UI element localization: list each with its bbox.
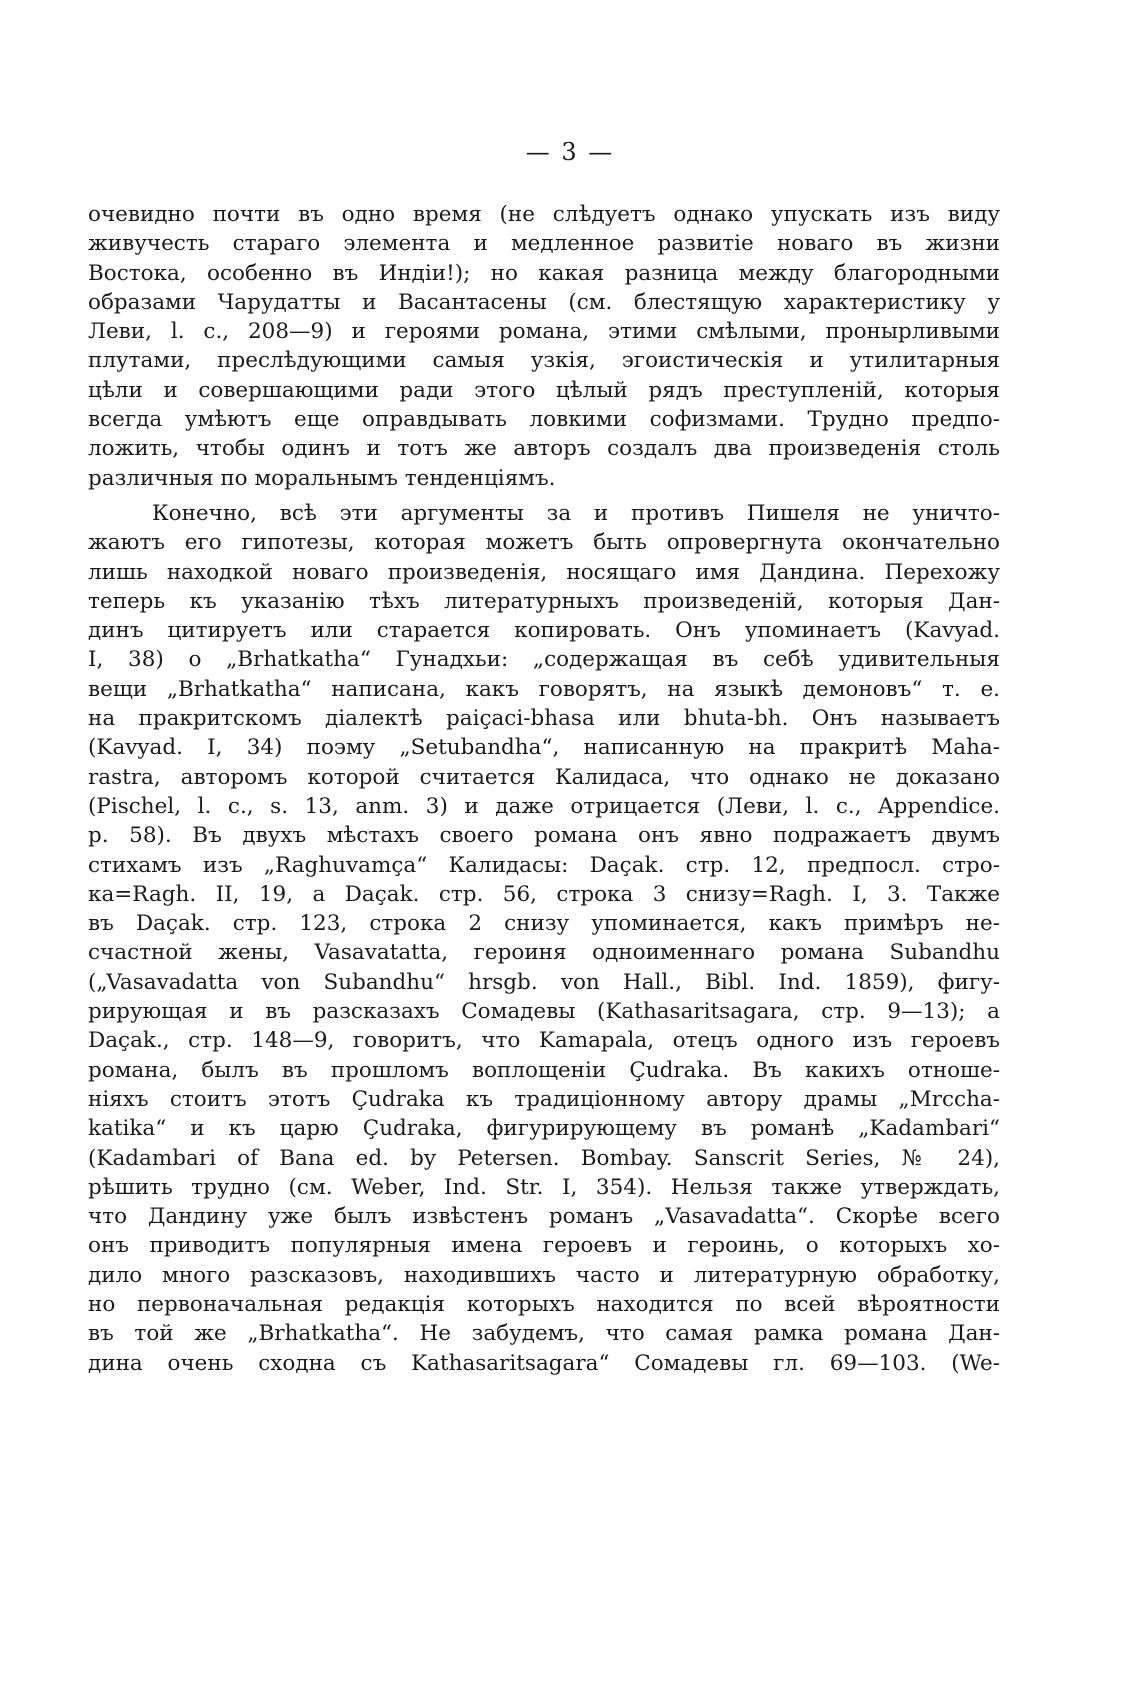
- text-line: I, 38) о „Brhatkatha“ Гунадхьи: „содержащая въ себѣ удивительныя: [88, 647, 1000, 673]
- page-number: — 3 —: [525, 138, 615, 166]
- text-line: что Дандину уже былъ извѣстенъ романъ „Vasavadatta“. Скорѣе всего: [88, 1204, 1000, 1230]
- text-line: цѣли и совершающими ради этого цѣлый рядъ преступленій, которыя: [88, 377, 1000, 403]
- text-line: теперь къ указанію тѣхъ литературныхъ произведеній, которыя Дан-: [88, 588, 1000, 614]
- text-line: (Pischel, l. c., s. 13, anm. 3) и даже отрицается (Леви, l. c., Appendice.: [88, 793, 1000, 819]
- text-line: романа, былъ въ прошломъ воплощеніи Çudraka. Въ какихъ отноше-: [88, 1057, 1000, 1083]
- text-line: лишь находкой новаго произведенія, носящаго имя Дандина. Перехожу: [88, 559, 1000, 585]
- text-line: стихамъ изъ „Raghuvamça“ Калидасы: Daçak. стр. 12, предпосл. стро-: [88, 852, 1000, 878]
- text-line: въ Daçak. стр. 123, строка 2 снизу упоминается, какъ примѣръ не-: [88, 911, 1000, 937]
- text-line: живучесть стараго элемента и медленное развитіе новаго въ жизни: [88, 231, 1000, 257]
- paragraph-1: [88, 200, 1000, 493]
- body-text: [88, 200, 1000, 1378]
- text-line: но первоначальная редакція которыхъ находится по всей вѣроятности: [88, 1291, 1000, 1317]
- text-line: дило много разсказовъ, находившихъ часто и литературную обработку,: [88, 1262, 1000, 1288]
- text-line: Daçak., стр. 148—9, говоритъ, что Kamapala, отецъ одного изъ героевъ: [88, 1028, 1000, 1054]
- text-line: на пракритскомъ діалектѣ paiçaci-bhasa или bhuta-bh. Онъ называетъ: [88, 706, 1000, 732]
- text-line: счастной жены, Vasavatatta, героиня одноименнаго романа Subandhu: [88, 940, 1000, 966]
- text-line: динъ цитируетъ или старается копировать. Онъ упоминаетъ (Kavyad.: [88, 618, 1000, 644]
- text-line: (Kadambari of Bana ed. by Petersen. Bombay. Sanscrit Series, № 24),: [88, 1145, 1000, 1171]
- text-line: ніяхъ стоитъ этотъ Çudraka къ традиціонному автору драмы „Mrccha-: [88, 1086, 1000, 1112]
- text-line: жаютъ его гипотезы, которая можетъ быть опровергнута окончательно: [88, 530, 1000, 556]
- text-line: Востока, особенно въ Индіи!); но какая разница между благородными: [88, 260, 1000, 286]
- text-line: вещи „Brhatkatha“ написана, какъ говорятъ, на языкѣ демоновъ“ т. е.: [88, 676, 1000, 702]
- text-line: образами Чарудатты и Васантасены (см. блестящую характеристику у: [88, 289, 1000, 315]
- text-line: katika“ и къ царю Çudraka, фигурирующему въ романѣ „Kadambari“: [88, 1116, 1000, 1142]
- text-line: очевидно почти въ одно время (не слѣдуетъ однако упускать изъ виду: [88, 202, 1000, 227]
- text-line: („Vasavadatta von Subandhu“ hrsgb. von Hall., Bibl. Ind. 1859), фигу-: [88, 969, 1000, 995]
- text-line: ложить, чтобы одинъ и тотъ же авторъ создалъ два произведенія столь: [88, 436, 1000, 462]
- text-line: плутами, преслѣдующими самыя узкія, эгоистическія и утилитарныя: [88, 348, 1000, 374]
- text-line: дина очень сходна съ Kathasaritsagara“ Сомадевы гл. 69—103. (We-: [88, 1350, 1000, 1376]
- paragraph-2: [88, 499, 1000, 1378]
- text-line: p. 58). Въ двухъ мѣстахъ своего романа онъ явно подражаетъ двумъ: [88, 823, 1000, 849]
- text-line: rastra, авторомъ которой считается Калидаса, что однако не доказано: [88, 764, 1000, 790]
- text-line: всегда умѣютъ еще оправдывать ловкими софизмами. Трудно предпо-: [88, 407, 1000, 433]
- text-line: различныя по моральнымъ тенденціямъ.: [88, 465, 556, 491]
- text-line: ка=Ragh. II, 19, a Daçak. стр. 56, строка 3 снизу=Ragh. I, 3. Также: [88, 881, 1000, 907]
- text-line: Леви, l. c., 208—9) и героями романа, этими смѣлыми, пронырливыми: [88, 319, 1000, 345]
- text-line: рѣшить трудно (см. Weber, Ind. Str. I, 354). Нельзя также утверждать,: [88, 1174, 1000, 1200]
- text-line: рирующая и въ разсказахъ Сомадевы (Kathasaritsagara, стр. 9—13); а: [88, 999, 1000, 1025]
- text-line: онъ приводитъ популярныя имена героевъ и героинь, о которыхъ хо-: [88, 1233, 1000, 1259]
- text-line: (Kavyad. I, 34) поэму „Setubandha“, написанную на пракритѣ Maha-: [88, 735, 1000, 761]
- text-line: въ той же „Brhatkatha“. Не забудемъ, что самая рамка романа Дан-: [88, 1321, 1000, 1347]
- text-line: Конечно, всѣ эти аргументы за и противъ Пишеля не уничто-: [152, 500, 1000, 526]
